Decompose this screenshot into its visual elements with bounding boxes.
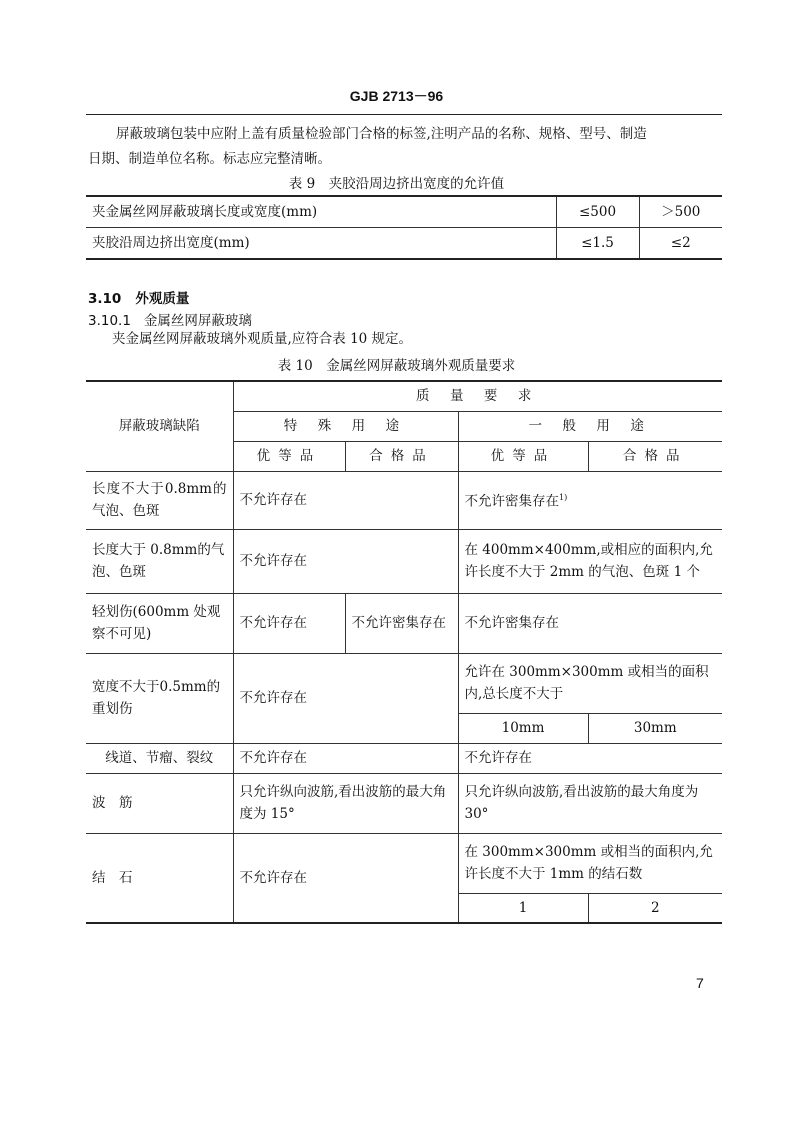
r7-special: 不允许存在 bbox=[233, 833, 458, 923]
header-special-qualified: 合格品 bbox=[345, 441, 458, 471]
r2-special: 不允许存在 bbox=[233, 529, 458, 593]
section-number: 3.10 bbox=[88, 291, 122, 307]
r1-special: 不允许存在 bbox=[233, 471, 458, 529]
r7-general: 在 300mm×300mm 或相当的面积内,允许长度不大于 1mm 的结石数 bbox=[458, 833, 722, 893]
t9-row2-v1: ≤1.5 bbox=[556, 228, 639, 260]
r1-general-text: 不允许密集存在 bbox=[464, 493, 559, 510]
r2-general: 在 400mm×400mm,或相应的面积内,允许长度不大于 2mm 的气泡、色斑 1 个 bbox=[458, 529, 722, 593]
r7-general-qualified: 2 bbox=[588, 893, 722, 923]
r5-special: 不允许存在 bbox=[233, 743, 458, 773]
r5-defect: 线道、节瘤、裂纹 bbox=[86, 743, 233, 773]
r4-general-premium: 10mm bbox=[458, 713, 588, 743]
header-rule bbox=[86, 114, 722, 115]
r3-special-premium: 不允许存在 bbox=[233, 593, 345, 653]
section-title: 外观质量 bbox=[135, 291, 190, 307]
page-number: 7 bbox=[696, 975, 704, 991]
t9-row1-v1: ≤500 bbox=[556, 196, 639, 228]
r7-defect: 结 石 bbox=[86, 833, 233, 923]
r2-defect: 长度大于 0.8mm的气泡、色斑 bbox=[86, 529, 233, 593]
t9-row1-v2: ＞500 bbox=[639, 196, 722, 228]
table10-caption: 表 10 金属丝网屏蔽玻璃外观质量要求 bbox=[277, 358, 516, 374]
footnote-ref: 1) bbox=[559, 493, 568, 503]
table9-caption: 表 9 夹胶沿周边挤出宽度的允许值 bbox=[288, 176, 505, 192]
header-special: 特 殊 用 途 bbox=[233, 411, 458, 441]
section-body: 夹金属丝网屏蔽玻璃外观质量,应符合表 10 规定。 bbox=[112, 331, 413, 347]
subsection-heading bbox=[88, 309, 252, 329]
r6-special: 只允许纵向波筋,看出波筋的最大角度为 15° bbox=[233, 773, 458, 833]
intro-line-1: 屏蔽玻璃包装中应附上盖有质量检验部门合格的标签,注明产品的名称、规格、型号、制造 bbox=[116, 126, 647, 142]
r3-special-qualified: 不允许密集存在 bbox=[345, 593, 458, 653]
document-code: GJB 2713－96 bbox=[349, 88, 444, 104]
table-row bbox=[86, 196, 722, 228]
header-general: 一 般 用 途 bbox=[458, 411, 722, 441]
r4-defect: 宽度不大于0.5mm的重划伤 bbox=[86, 653, 233, 743]
table-10 bbox=[86, 380, 722, 924]
subsection-title: 金属丝网屏蔽玻璃 bbox=[143, 313, 252, 329]
table-row bbox=[86, 529, 722, 593]
table-9 bbox=[86, 195, 722, 260]
table-row bbox=[86, 228, 722, 260]
t9-row2-v2: ≤2 bbox=[639, 228, 722, 260]
subsection-number: 3.10.1 bbox=[88, 313, 131, 329]
table-row bbox=[86, 833, 722, 893]
header-general-qualified: 合格品 bbox=[588, 441, 722, 471]
r7-general-premium: 1 bbox=[458, 893, 588, 923]
r1-general bbox=[458, 471, 722, 529]
intro-line-2: 日期、制造单位名称。标志应完整清晰。 bbox=[88, 151, 331, 167]
r3-defect: 轻划伤(600mm 处观察不可见) bbox=[86, 593, 233, 653]
table-row bbox=[86, 653, 722, 713]
r4-general: 允许在 300mm×300mm 或相当的面积内,总长度不大于 bbox=[458, 653, 722, 713]
r3-general: 不允许密集存在 bbox=[458, 593, 722, 653]
r6-defect: 波 筋 bbox=[86, 773, 233, 833]
t9-row1-label: 夹金属丝网屏蔽玻璃长度或宽度(mm) bbox=[86, 196, 556, 228]
header-special-premium: 优等品 bbox=[233, 441, 345, 471]
table-row bbox=[86, 593, 722, 653]
t9-row2-label: 夹胶沿周边挤出宽度(mm) bbox=[86, 228, 556, 260]
r4-special: 不允许存在 bbox=[233, 653, 458, 743]
header-quality: 质 量 要 求 bbox=[233, 381, 722, 411]
table-row bbox=[86, 471, 722, 529]
r4-general-qualified: 30mm bbox=[588, 713, 722, 743]
table-row bbox=[86, 773, 722, 833]
header-general-premium: 优等品 bbox=[458, 441, 588, 471]
section-heading bbox=[88, 287, 189, 307]
r6-general: 只允许纵向波筋,看出波筋的最大角度为 30° bbox=[458, 773, 722, 833]
r5-general: 不允许存在 bbox=[458, 743, 722, 773]
r1-defect: 长度不大于0.8mm的气泡、色斑 bbox=[86, 471, 233, 529]
table-row bbox=[86, 743, 722, 773]
header-defect: 屏蔽玻璃缺陷 bbox=[86, 381, 233, 471]
table-header-row bbox=[86, 381, 722, 411]
